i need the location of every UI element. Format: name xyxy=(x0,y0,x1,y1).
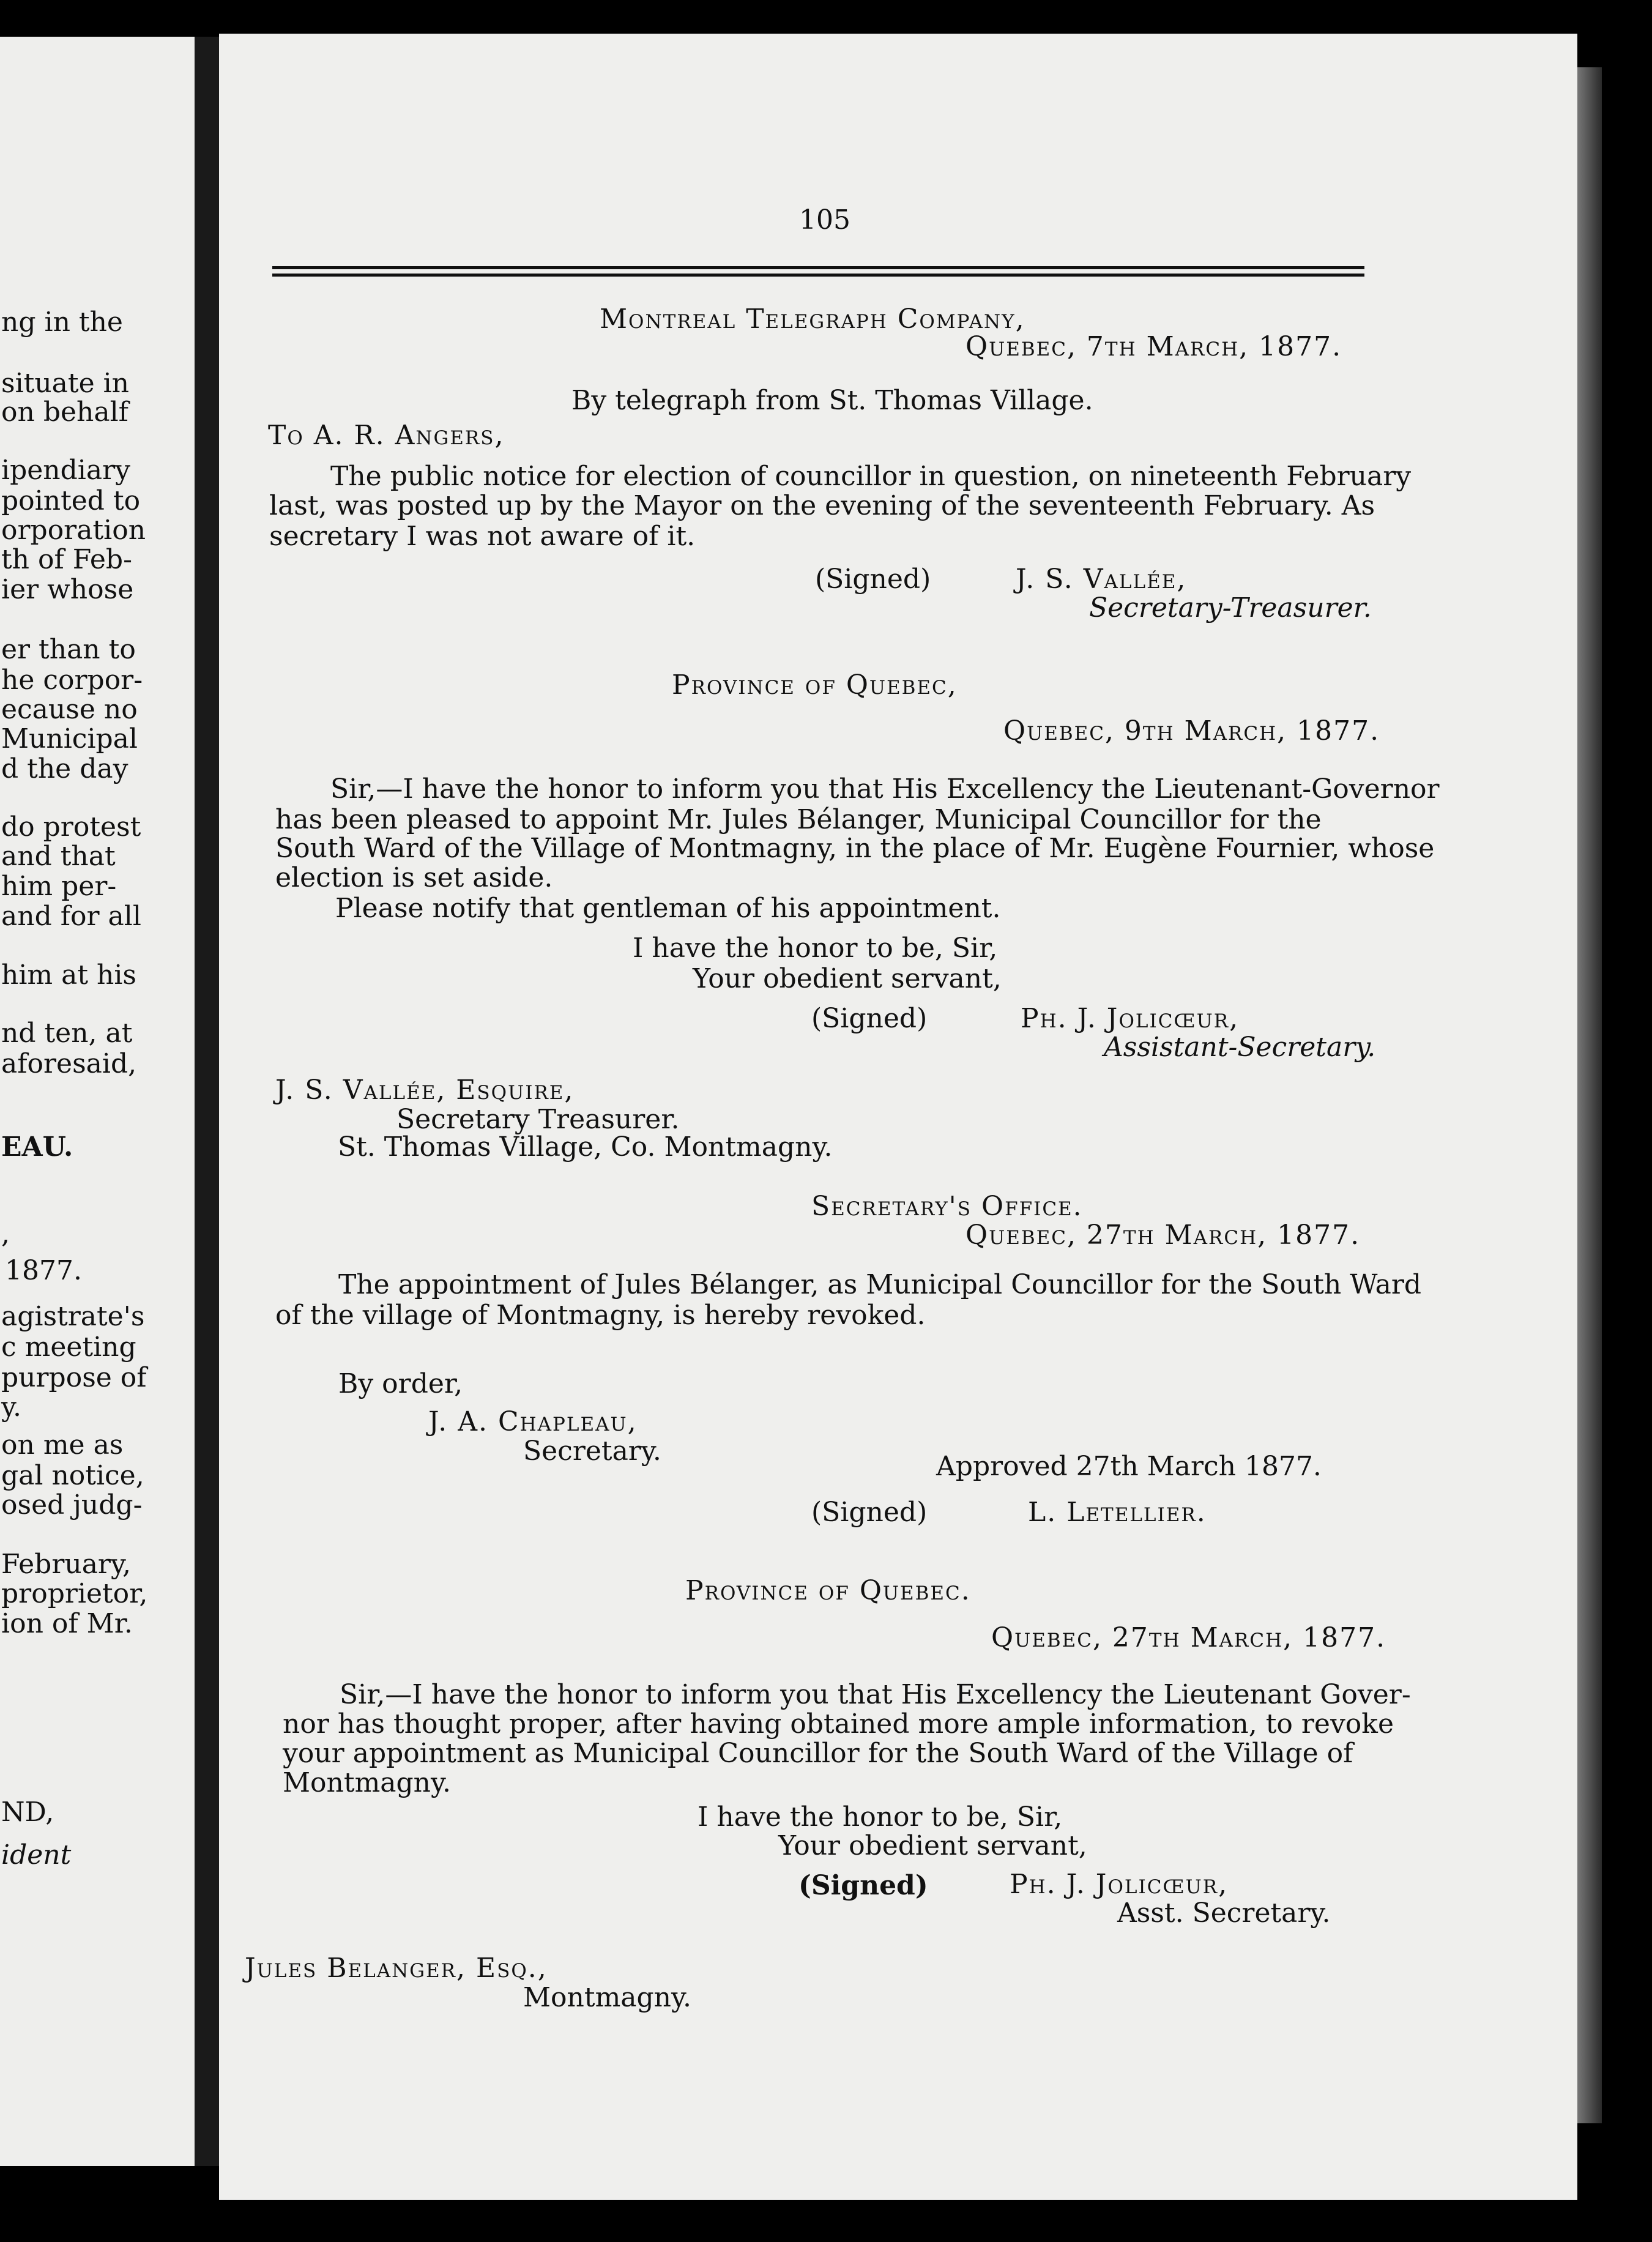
letter1-closing: Your obedient servant, xyxy=(693,963,1002,994)
telegram-from: By telegraph from St. Thomas Village. xyxy=(571,385,1093,416)
letter2-date: Quebec, 27th March, 1877. xyxy=(991,1622,1386,1653)
book-gutter xyxy=(195,37,219,2166)
left-fragment: agistrate's xyxy=(1,1301,145,1332)
left-fragment: 1877. xyxy=(5,1255,82,1286)
letter1-closing: I have the honor to be, Sir, xyxy=(633,933,998,964)
order-body-line: of the village of Montmagny, is hereby revoked. xyxy=(275,1300,926,1331)
header-rule-top xyxy=(272,266,1364,269)
left-fragment: , xyxy=(1,1218,10,1249)
left-fragment: Municipal xyxy=(1,723,138,754)
left-fragment: and that xyxy=(1,841,116,872)
letter2-addressee: Jules Belanger, Esq., xyxy=(245,1953,548,1984)
letter1-body-line: Please notify that gentleman of his appointment. xyxy=(335,893,1001,924)
letter2-body-line: your appointment as Municipal Councillor for the South Ward of the Village of xyxy=(283,1738,1353,1769)
left-fragment: do protest xyxy=(1,811,141,843)
left-fragment: aforesaid, xyxy=(1,1048,137,1079)
left-fragment: ng in the xyxy=(1,307,123,338)
letter1-addressee: St. Thomas Village, Co. Montmagny. xyxy=(338,1131,833,1163)
left-fragment: ion of Mr. xyxy=(1,1608,133,1639)
left-fragment: th of Feb- xyxy=(1,544,132,575)
left-fragment: proprietor, xyxy=(1,1578,148,1609)
letter1-body-line: has been pleased to appoint Mr. Jules Bélanger, Municipal Councillor for the xyxy=(275,804,1322,835)
letter2-closing: Your obedient servant, xyxy=(778,1830,1087,1861)
letter2-body-line: Sir,—I have the honor to inform you that His Excellency the Lieutenant Gover- xyxy=(340,1679,1411,1710)
left-fragment: orporation xyxy=(1,515,146,546)
left-fragment: on behalf xyxy=(1,397,128,428)
letter1-signer-title: Assistant-Secretary. xyxy=(1104,1032,1376,1063)
telegram-date: Quebec, 7th March, 1877. xyxy=(966,331,1342,362)
letter2-addressee: Montmagny. xyxy=(523,1982,692,2013)
letter2-body-line: nor has thought proper, after having obtained more ample information, to revoke xyxy=(283,1708,1394,1740)
letter1-body-line: South Ward of the Village of Montmagny, in the place of Mr. Eugène Fournier, whose xyxy=(275,833,1435,864)
left-fragment: February, xyxy=(1,1549,131,1580)
letter1-date: Quebec, 9th March, 1877. xyxy=(1003,715,1380,747)
left-fragment: er than to xyxy=(1,634,136,665)
telegram-body-line: secretary I was not aware of it. xyxy=(269,521,696,552)
letter1-signer: Ph. J. Jolicœur, xyxy=(1021,1003,1240,1034)
telegram-body-line: The public notice for election of councillor in question, on nineteenth February xyxy=(330,461,1412,492)
left-fragment: y. xyxy=(1,1391,21,1423)
order-body-line: The appointment of Jules Bélanger, as Municipal Councillor for the South Ward xyxy=(338,1269,1422,1300)
order-approver: L. Letellier. xyxy=(1028,1497,1207,1528)
telegram-signer-title: Secretary-Treasurer. xyxy=(1089,592,1372,624)
letter1-heading: Province of Quebec, xyxy=(672,669,958,701)
letter2-signer-title: Asst. Secretary. xyxy=(1117,1898,1331,1929)
letter1-body-line: election is set aside. xyxy=(275,862,553,893)
left-fragment: ND, xyxy=(1,1797,54,1828)
letter1-addressee: Secretary Treasurer. xyxy=(396,1104,680,1135)
signed-label: (Signed) xyxy=(798,1870,928,1901)
order-by-order: By order, xyxy=(338,1368,463,1399)
page-edge xyxy=(1577,67,1602,2123)
telegram-signer: J. S. Vallée, xyxy=(1016,564,1187,595)
letter2-signer: Ph. J. Jolicœur, xyxy=(1010,1869,1229,1900)
header-rule-bottom xyxy=(272,274,1364,277)
left-fragment: on me as xyxy=(1,1429,124,1461)
left-fragment: ipendiary xyxy=(1,455,130,486)
signed-label: (Signed) xyxy=(811,1003,928,1034)
order-date: Quebec, 27th March, 1877. xyxy=(966,1220,1361,1251)
left-fragment: ecause no xyxy=(1,694,138,725)
letter2-heading: Province of Quebec. xyxy=(685,1575,971,1606)
order-signer-title: Secretary. xyxy=(523,1436,661,1467)
left-fragment: purpose of xyxy=(1,1362,147,1393)
left-fragment: pointed to xyxy=(1,485,141,516)
left-fragment: he corpor- xyxy=(1,665,143,696)
left-fragment: d the day xyxy=(1,753,128,784)
left-fragment: ier whose xyxy=(1,574,134,605)
order-signer: J. A. Chapleau, xyxy=(428,1406,638,1437)
left-fragment: c meeting xyxy=(1,1331,136,1363)
letter2-body-line: Montmagny. xyxy=(283,1767,452,1798)
letter2-closing: I have the honor to be, Sir, xyxy=(698,1801,1063,1833)
left-fragment: EAU. xyxy=(1,1131,73,1163)
order-heading: Secretary's Office. xyxy=(811,1191,1083,1222)
left-fragment: nd ten, at xyxy=(1,1018,133,1049)
signed-label: (Signed) xyxy=(815,564,931,595)
letter1-addressee: J. S. Vallée, Esquire, xyxy=(275,1074,575,1106)
left-fragment: situate in xyxy=(1,368,130,399)
telegram-recipient: To A. R. Angers, xyxy=(268,420,505,451)
left-fragment: him at his xyxy=(1,959,137,991)
left-fragment: him per- xyxy=(1,871,117,902)
left-fragment: osed judg- xyxy=(1,1489,143,1521)
page-number: 105 xyxy=(799,204,850,236)
telegram-company: Montreal Telegraph Company, xyxy=(600,304,1025,335)
letter1-body-line: Sir,—I have the honor to inform you that His Excellency the Lieutenant-Governor xyxy=(330,773,1440,805)
telegram-body-line: last, was posted up by the Mayor on the evening of the seventeenth February. As xyxy=(269,490,1375,521)
left-fragment: and for all xyxy=(1,901,141,932)
signed-label: (Signed) xyxy=(811,1497,928,1528)
order-approved: Approved 27th March 1877. xyxy=(936,1451,1322,1482)
left-fragment: ident xyxy=(1,1839,72,1871)
left-fragment: gal notice, xyxy=(1,1460,144,1491)
